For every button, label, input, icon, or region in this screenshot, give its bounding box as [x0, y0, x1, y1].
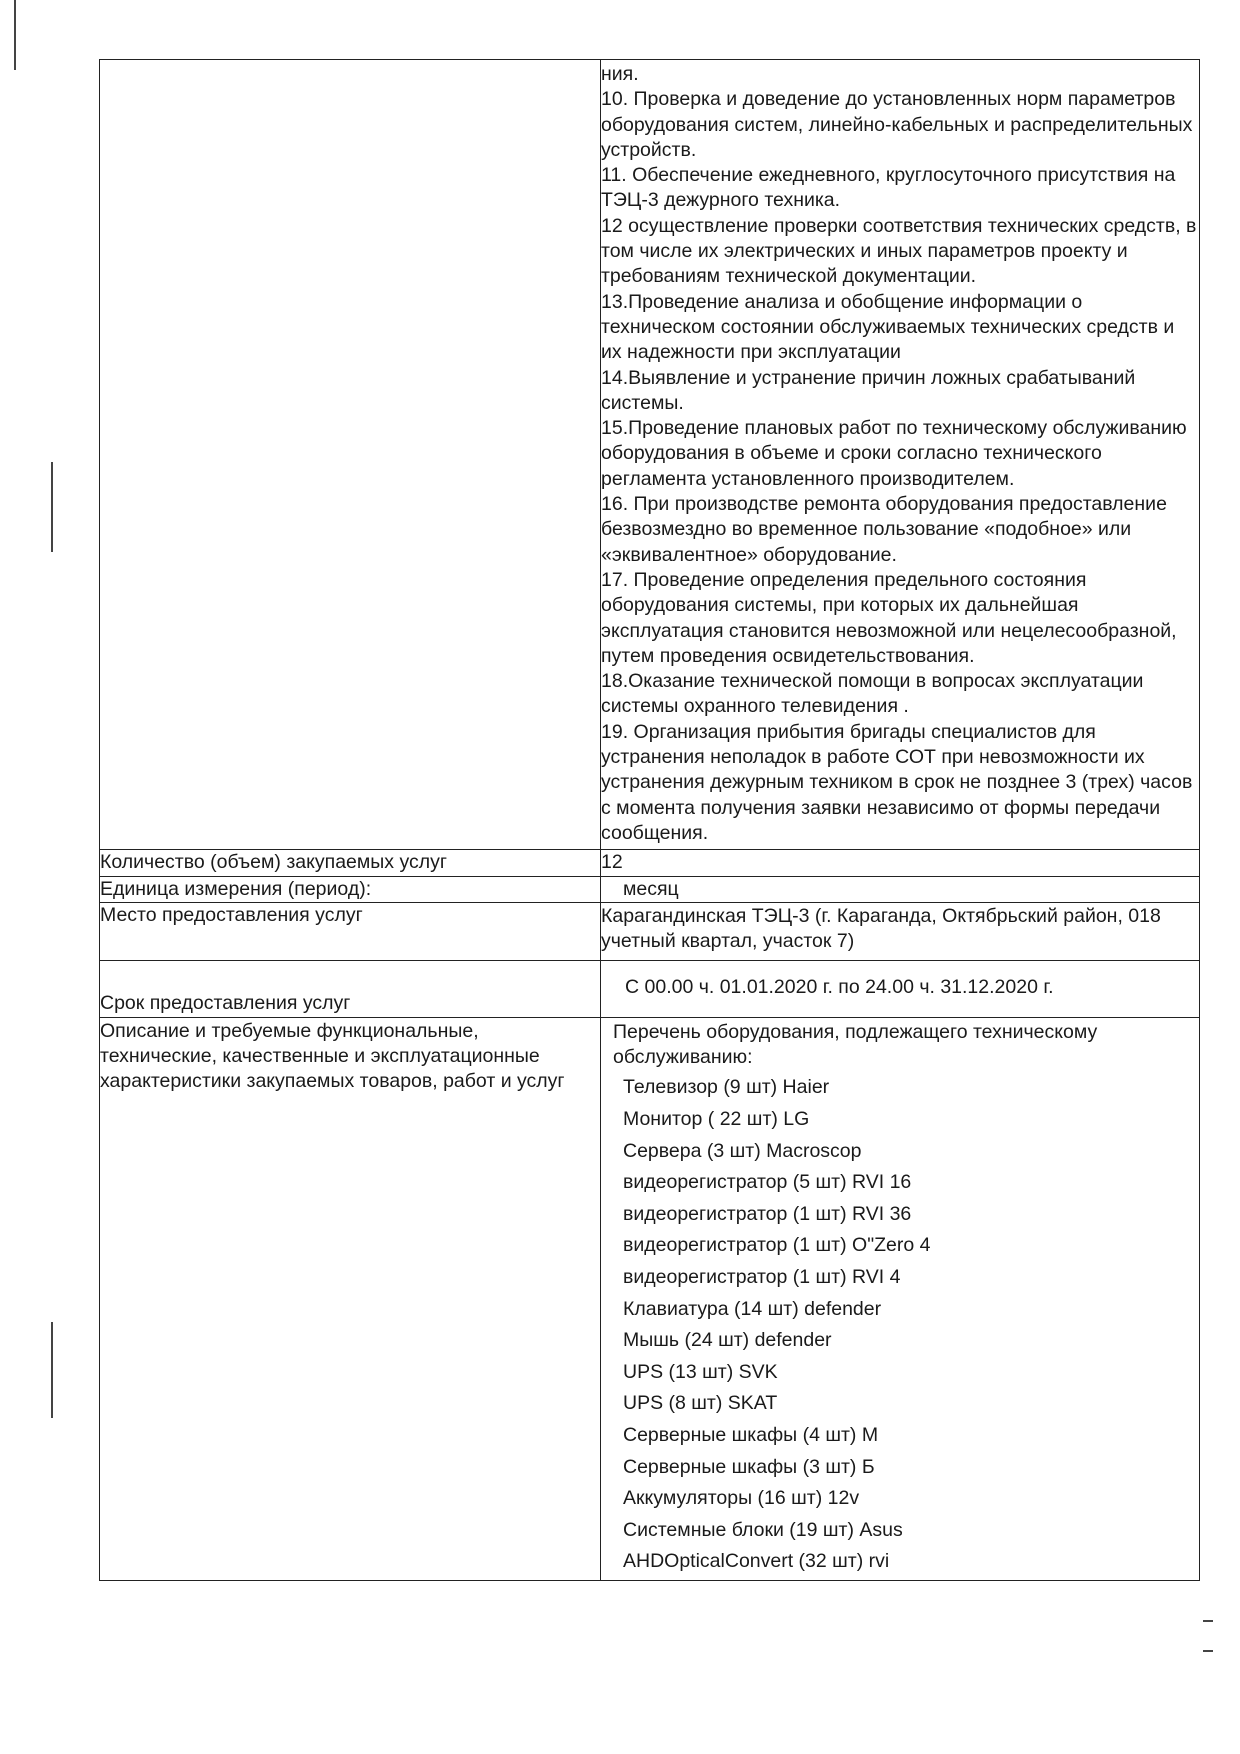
list-item: ния. — [601, 63, 639, 85]
list-item: 12 осуществление проверки соответствия технических средств, в том числе их электрических и иных параметров проекту и требованиям технической документации. — [601, 214, 1197, 288]
list-item: видеорегистратор (1 шт) O"Zero 4 — [623, 1234, 931, 1257]
list-item: Клавиатура (14 шт) defender — [623, 1297, 882, 1320]
list-item: 17. Проведение определения предельного состояния оборудования системы, при которых их дальнейшая эксплуатация становится невозможной или нецелесообразной, путем проведения освидетельствования. — [601, 568, 1177, 667]
equipment-intro: Перечень оборудования, подлежащего техническому обслуживанию: — [613, 1021, 1098, 1069]
scan-margin-line — [1203, 1650, 1213, 1652]
table-row-quantity — [100, 850, 1200, 876]
list-item: видеорегистратор (1 шт) RVI 36 — [623, 1202, 912, 1225]
term-label: Срок предоставления услуг — [100, 961, 601, 1018]
place-label: Место предоставления услуг — [100, 902, 601, 961]
scan-margin-line — [14, 0, 16, 70]
list-item: UPS (13 шт) SVK — [623, 1360, 778, 1383]
list-item: 15.Проведение плановых работ по техническому обслуживанию оборудования в объеме и сроки согласно технического регламента установленного производителем. — [601, 417, 1187, 490]
list-item: Аккумуляторы (16 шт) 12v — [623, 1487, 860, 1510]
quantity-value: 12 — [601, 850, 1200, 876]
list-item: видеорегистратор (5 шт) RVI 16 — [623, 1171, 912, 1194]
scan-margin-line — [51, 1322, 53, 1418]
table-row-unit — [100, 876, 1200, 902]
list-item: Монитор ( 22 шт) LG — [623, 1107, 810, 1130]
list-item: Сервера (3 шт) Macroscop — [623, 1139, 862, 1162]
list-item: 18.Оказание технической помощи в вопросах эксплуатации системы охранного телевидения . — [601, 670, 1144, 718]
list-item: Системные блоки (19 шт) Asus — [623, 1518, 903, 1541]
quantity-label: Количество (объем) закупаемых услуг — [100, 850, 601, 876]
place-value: Карагандинская ТЭЦ-3 (г. Караганда, Октябрьский район, 018 учетный квартал, участок 7) — [601, 902, 1200, 961]
list-item: 10. Проверка и доведение до установленных норм параметров оборудования систем, линейно-кабельных и распределительных устройств. — [601, 88, 1193, 161]
list-item: 13.Проведение анализа и обобщение информации о техническом состоянии обслуживаемых технических средств и их надежности при эксплуатации — [601, 290, 1175, 364]
list-item: видеорегистратор (1 шт) RVI 4 — [623, 1265, 901, 1288]
list-item: Мышь (24 шт) defender — [623, 1329, 832, 1352]
list-item: 16. При производстве ремонта оборудования предоставление безвозмездно во временное пользование «подобное» или «эквивалентное» оборудование. — [601, 493, 1167, 566]
list-item: Серверные шкафы (4 шт) М — [623, 1423, 879, 1446]
term-value: С 00.00 ч. 01.01.2020 г. по 24.00 ч. 31.12.2020 г. — [601, 961, 1200, 1018]
description-cell — [601, 1018, 1200, 1581]
scan-margin-line — [1203, 1620, 1213, 1622]
unit-value: месяц — [601, 876, 1200, 902]
table-row-term — [100, 961, 1200, 1018]
list-item: Телевизор (9 шт) Haier — [623, 1076, 830, 1099]
list-item: AHDOpticalConvert (32 шт) rvi — [623, 1550, 890, 1573]
list-item: Серверные шкафы (3 шт) Б — [623, 1455, 875, 1478]
equipment-list — [601, 1070, 1199, 1580]
table-row-description — [100, 1018, 1200, 1581]
list-item: 11. Обеспечение ежедневного, круглосуточного присутствия на ТЭЦ-3 дежурного техника. — [601, 164, 1176, 212]
table-row-continuation — [100, 60, 1200, 850]
unit-label: Единица измерения (период): — [100, 876, 601, 902]
list-item: 19. Организация прибытия бригады специалистов для устранения неполадок в работе СОТ при невозможности их устранения дежурным техником в срок не позднее 3 (трех) часов с момента получения заявки независимо от формы передачи сообщения. — [601, 720, 1193, 844]
specification-table — [99, 59, 1200, 1581]
list-item: 14.Выявление и устранение причин ложных срабатываний системы. — [601, 366, 1136, 414]
empty-label-cell — [100, 60, 601, 850]
continuation-cell — [601, 60, 1200, 850]
table-row-place — [100, 902, 1200, 961]
list-item: UPS (8 шт) SKAT — [623, 1392, 778, 1415]
description-label: Описание и требуемые функциональные, технические, качественные и эксплуатационные характеристики закупаемых товаров, работ и услуг — [100, 1018, 601, 1581]
scan-margin-line — [51, 462, 53, 552]
